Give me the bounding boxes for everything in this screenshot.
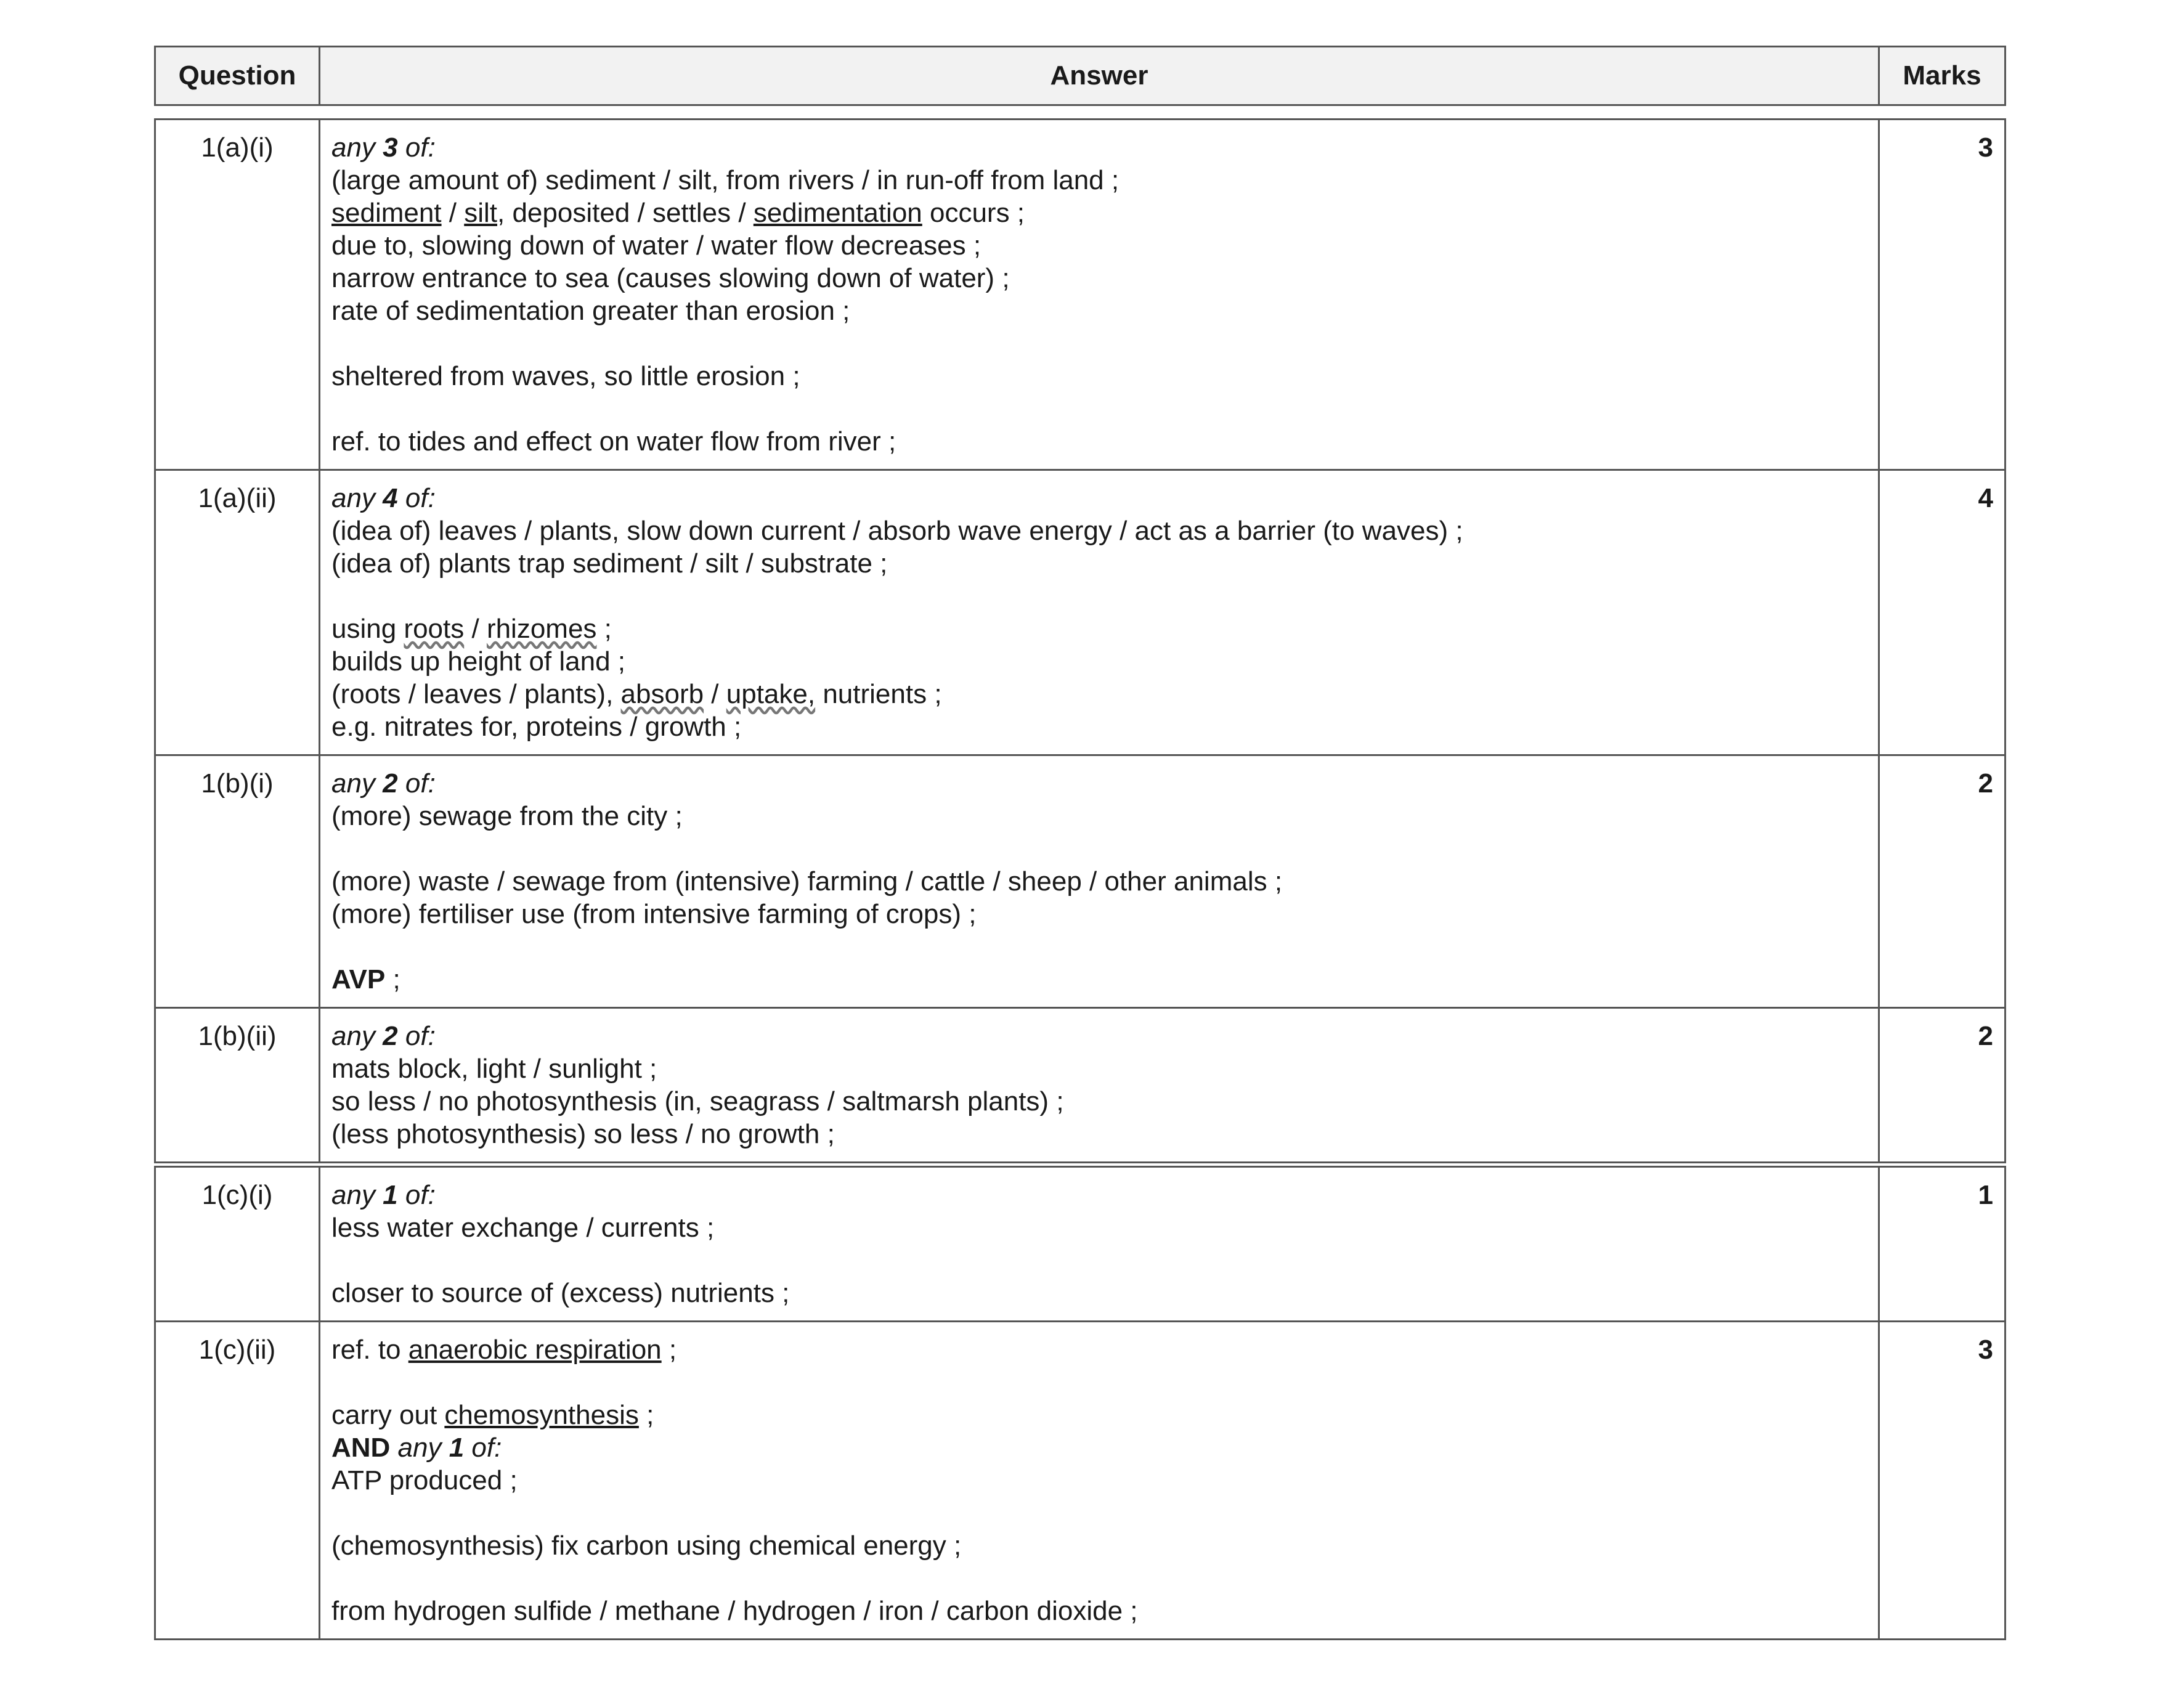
answer-cell: [320, 470, 1879, 755]
answer-line: [331, 1399, 1867, 1431]
answer-line: [331, 963, 1867, 996]
marks-value: 2: [1879, 755, 2006, 1008]
answer-text: AVP: [331, 964, 386, 994]
blank-line: [331, 1497, 1867, 1529]
answer-text: closer to source of (excess) nutrients ;: [331, 1278, 790, 1308]
answer-text: nutrients ;: [815, 679, 942, 709]
answer-text: ;: [638, 1400, 654, 1430]
answer-text: so less / no photosynthesis (in, seagrass / saltmarsh plants) ;: [331, 1086, 1064, 1116]
answer-text: any: [390, 1433, 449, 1463]
answer-text: of:: [397, 768, 436, 799]
answer-text: chemosynthesis: [444, 1400, 639, 1430]
answer-text: of:: [397, 132, 436, 163]
question-number: 1(c)(ii): [155, 1322, 320, 1640]
answer-text: ;: [385, 964, 400, 994]
answer-text: (roots / leaves / plants),: [331, 679, 621, 709]
answer-line: [331, 767, 1867, 800]
answer-text: 1: [383, 1180, 398, 1210]
answer-line: [331, 800, 1867, 832]
answer-line: [331, 1118, 1867, 1150]
answer-text: any: [331, 132, 383, 163]
answer-line: [331, 262, 1867, 295]
answer-text: , deposited / settles /: [497, 198, 754, 228]
question-number: 1(c)(i): [155, 1165, 320, 1322]
answer-text: e.g. nitrates for, proteins / growth ;: [331, 712, 742, 742]
answer-line: [331, 1529, 1867, 1562]
answer-text: of:: [397, 1180, 436, 1210]
answer-text: 3: [383, 132, 398, 163]
answer-text: 4: [383, 483, 398, 513]
answer-text: absorb: [620, 679, 704, 709]
answer-line: [331, 197, 1867, 229]
answer-line: [331, 1179, 1867, 1211]
answer-text: 2: [383, 768, 398, 799]
blank-line: [331, 580, 1867, 612]
question-number: 1(b)(i): [155, 755, 320, 1008]
answer-line: [331, 865, 1867, 898]
answer-line: [331, 1333, 1867, 1366]
answer-line: [331, 360, 1867, 392]
mark-scheme-table: [154, 118, 2006, 1640]
header-answer: Answer: [320, 47, 1880, 104]
answer-line: [331, 1464, 1867, 1497]
answer-text: silt: [464, 198, 498, 228]
answer-text: any: [331, 768, 383, 799]
answer-text: due to, slowing down of water / water flow decreases ;: [331, 230, 981, 261]
answer-text: sheltered from waves, so little erosion ;: [331, 361, 800, 391]
table-header: [154, 46, 2006, 106]
answer-line: [331, 1211, 1867, 1244]
answer-text: mats block, light / sunlight ;: [331, 1054, 657, 1084]
table-row: [155, 470, 2006, 755]
marks-value: 2: [1879, 1008, 2006, 1165]
answer-line: [331, 425, 1867, 458]
question-number: 1(b)(ii): [155, 1008, 320, 1165]
answer-text: /: [441, 198, 465, 228]
answer-text: narrow entrance to sea (causes slowing down of water) ;: [331, 263, 1010, 293]
answer-text: (chemosynthesis) fix carbon using chemical energy ;: [331, 1531, 962, 1561]
answer-line: [331, 1431, 1867, 1464]
question-number: 1(a)(ii): [155, 470, 320, 755]
answer-text: (more) sewage from the city ;: [331, 801, 683, 831]
answer-text: 1: [449, 1433, 465, 1463]
answer-cell: [320, 1008, 1879, 1165]
answer-text: (idea of) leaves / plants, slow down current / absorb wave energy / act as a barrier (to waves) ;: [331, 516, 1463, 546]
answer-text: of:: [397, 1021, 436, 1051]
answer-line: [331, 1595, 1867, 1627]
answer-text: (less photosynthesis) so less / no growth ;: [331, 1119, 835, 1149]
blank-line: [331, 832, 1867, 865]
table-row: [155, 1165, 2006, 1322]
answer-line: [331, 710, 1867, 743]
answer-text: (idea of) plants trap sediment / silt / substrate ;: [331, 548, 888, 579]
answer-line: [331, 482, 1867, 514]
question-number: 1(a)(i): [155, 120, 320, 470]
answer-text: sediment: [331, 198, 442, 228]
answer-text: any: [331, 1180, 383, 1210]
mark-scheme: [154, 46, 2006, 1640]
answer-line: [331, 612, 1867, 645]
answer-text: /: [464, 614, 487, 644]
blank-line: [331, 1562, 1867, 1595]
answer-line: [331, 1052, 1867, 1085]
table-row: [155, 755, 2006, 1008]
answer-text: less water exchange / currents ;: [331, 1213, 715, 1243]
answer-text: occurs ;: [922, 198, 1025, 228]
answer-text: any: [331, 483, 383, 513]
answer-text: carry out: [331, 1400, 445, 1430]
answer-text: 2: [383, 1021, 398, 1051]
answer-line: [331, 295, 1867, 327]
blank-line: [331, 1244, 1867, 1277]
answer-line: [331, 1020, 1867, 1052]
header-question: Question: [156, 47, 320, 104]
blank-line: [331, 1366, 1867, 1399]
answer-text: (more) fertiliser use (from intensive farming of crops) ;: [331, 899, 977, 929]
answer-cell: [320, 755, 1879, 1008]
answer-line: [331, 514, 1867, 547]
answer-text: using: [331, 614, 404, 644]
answer-text: (more) waste / sewage from (intensive) farming / cattle / sheep / other animals ;: [331, 866, 1283, 897]
answer-line: [331, 547, 1867, 580]
answer-text: of:: [464, 1433, 502, 1463]
answer-line: [331, 1277, 1867, 1309]
answer-line: [331, 645, 1867, 678]
blank-line: [331, 327, 1867, 360]
answer-text: sedimentation: [753, 198, 922, 228]
answer-line: [331, 678, 1867, 710]
answer-line: [331, 1085, 1867, 1118]
answer-text: anaerobic respiration: [408, 1335, 662, 1365]
answer-text: /: [704, 679, 726, 709]
marks-value: 3: [1879, 1322, 2006, 1640]
answer-text: ;: [596, 614, 612, 644]
answer-text: of:: [397, 483, 436, 513]
answer-text: (large amount of) sediment / silt, from rivers / in run-off from land ;: [331, 165, 1120, 195]
answer-line: [331, 898, 1867, 930]
answer-line: [331, 131, 1867, 164]
table-body: [155, 120, 2006, 1640]
answer-text: roots: [404, 614, 465, 644]
answer-text: ref. to: [331, 1335, 408, 1365]
answer-text: rhizomes: [486, 614, 597, 644]
answer-line: [331, 164, 1867, 197]
answer-line: [331, 229, 1867, 262]
answer-text: from hydrogen sulfide / methane / hydrogen / iron / carbon dioxide ;: [331, 1596, 1138, 1626]
answer-text: AND: [331, 1433, 391, 1463]
answer-cell: [320, 1322, 1879, 1640]
marks-value: 1: [1879, 1165, 2006, 1322]
answer-cell: [320, 120, 1879, 470]
blank-line: [331, 392, 1867, 425]
answer-text: ref. to tides and effect on water flow from river ;: [331, 426, 896, 457]
table-row: [155, 120, 2006, 470]
blank-line: [331, 930, 1867, 963]
marks-value: 3: [1879, 120, 2006, 470]
answer-text: ATP produced ;: [331, 1465, 518, 1495]
answer-text: builds up height of land ;: [331, 646, 626, 677]
answer-text: rate of sedimentation greater than erosion ;: [331, 296, 850, 326]
answer-cell: [320, 1165, 1879, 1322]
header-marks: Marks: [1903, 60, 1981, 91]
answer-text: any: [331, 1021, 383, 1051]
marks-value: 4: [1879, 470, 2006, 755]
answer-text: ;: [661, 1335, 677, 1365]
table-row: [155, 1008, 2006, 1165]
answer-text: uptake,: [726, 679, 816, 709]
table-row: [155, 1322, 2006, 1640]
